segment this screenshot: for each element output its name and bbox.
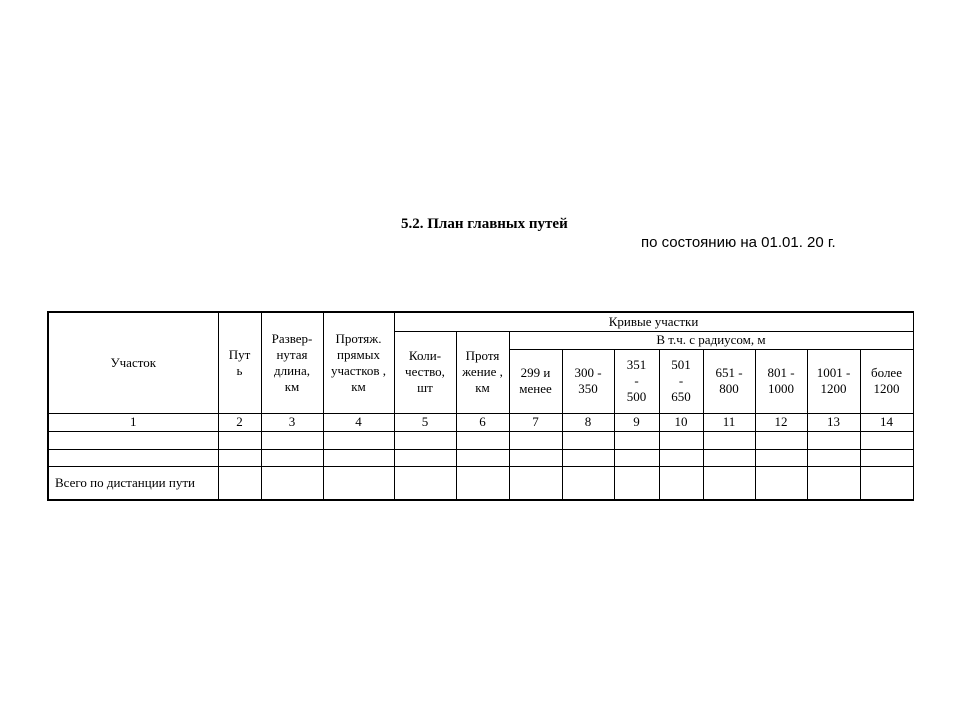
header-curves-group: Кривые участки [394,312,913,331]
empty-cell [323,449,394,466]
empty-cell [614,431,659,449]
empty-cell [394,431,456,449]
empty-cell [562,466,614,500]
header-radius-351-500: 351 - 500 [614,349,659,413]
empty-cell [48,431,218,449]
empty-cell [323,431,394,449]
empty-cell [509,431,562,449]
empty-cell [755,449,807,466]
header-radius-group: В т.ч. с радиусом, м [509,331,913,349]
column-numbers-row [48,413,913,431]
empty-cell [261,466,323,500]
column-number: 9 [614,413,659,431]
empty-cell [703,449,755,466]
empty-cell [703,466,755,500]
header-radius-299: 299 и менее [509,349,562,413]
empty-cell [807,466,860,500]
empty-cell [860,431,913,449]
column-number: 12 [755,413,807,431]
column-number: 5 [394,413,456,431]
empty-cell [562,431,614,449]
empty-cell [48,449,218,466]
header-radius-801-1000: 801 - 1000 [755,349,807,413]
empty-cell [456,466,509,500]
header-radius-over-1200: более 1200 [860,349,913,413]
empty-cell [659,466,703,500]
column-number: 11 [703,413,755,431]
empty-cell [218,449,261,466]
empty-row [48,431,913,449]
empty-cell [394,466,456,500]
empty-cell [218,431,261,449]
header-radius-501-650: 501 - 650 [659,349,703,413]
document-title: 5.2. План главных путей [401,216,568,232]
header-straight-length: Протяж. прямых участков , км [323,312,394,413]
header-curve-length: Протя жение , км [456,331,509,413]
empty-cell [860,466,913,500]
column-number: 14 [860,413,913,431]
column-number: 4 [323,413,394,431]
empty-cell [261,431,323,449]
empty-cell [659,449,703,466]
header-section: Участок [48,312,218,413]
empty-cell [218,466,261,500]
header-radius-651-800: 651 - 800 [703,349,755,413]
track-plan-table [47,311,914,501]
column-number: 8 [562,413,614,431]
empty-cell [807,431,860,449]
header-radius-300-350: 300 - 350 [562,349,614,413]
empty-cell [703,431,755,449]
empty-cell [614,466,659,500]
empty-cell [659,431,703,449]
column-number: 10 [659,413,703,431]
empty-cell [755,466,807,500]
empty-cell [456,449,509,466]
column-number: 1 [48,413,218,431]
empty-row [48,449,913,466]
empty-cell [394,449,456,466]
column-number: 3 [261,413,323,431]
empty-cell [755,431,807,449]
column-number: 2 [218,413,261,431]
header-radius-1001-1200: 1001 - 1200 [807,349,860,413]
empty-cell [261,449,323,466]
empty-cell [456,431,509,449]
empty-cell [323,466,394,500]
empty-cell [860,449,913,466]
empty-cell [614,449,659,466]
total-label: Всего по дистанции пути [48,466,218,500]
column-number: 6 [456,413,509,431]
column-number: 7 [509,413,562,431]
document-subtitle: по состоянию на 01.01. 20 г. [641,234,836,251]
total-row [48,466,913,500]
empty-cell [509,449,562,466]
empty-cell [807,449,860,466]
header-deployed-length: Развер- нутая длина, км [261,312,323,413]
header-track: Пут ь [218,312,261,413]
column-number: 13 [807,413,860,431]
header-count: Коли- чество, шт [394,331,456,413]
empty-cell [562,449,614,466]
empty-cell [509,466,562,500]
